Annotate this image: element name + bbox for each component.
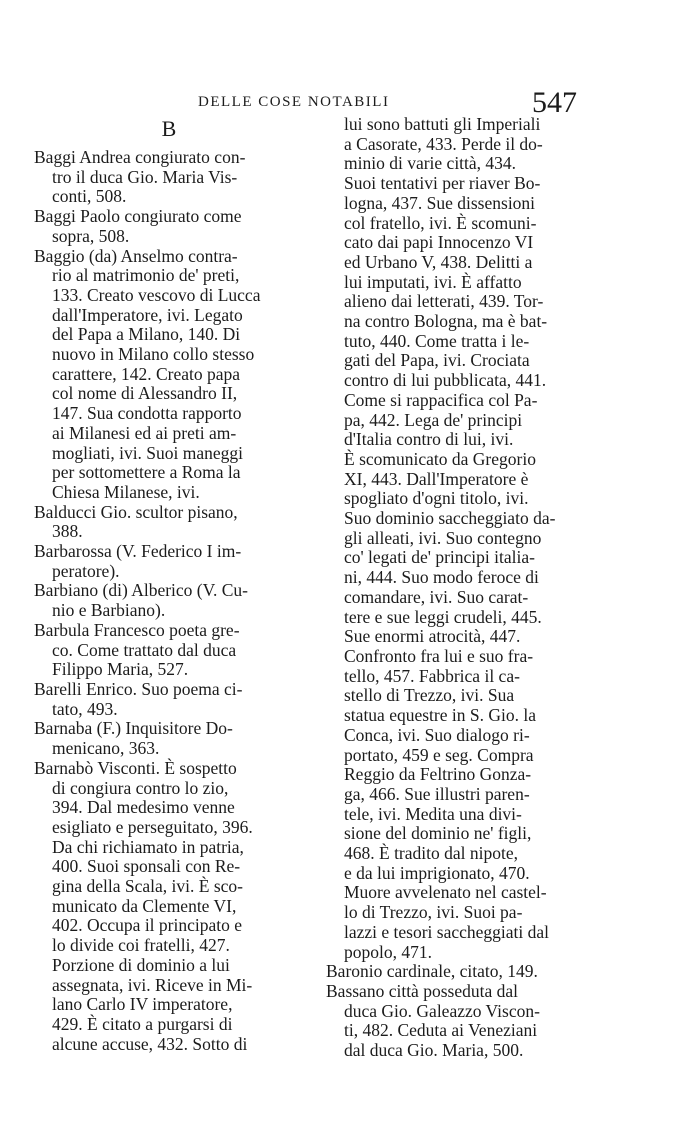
index-line: cato dai papi Innocenzo VI — [344, 232, 534, 253]
index-line: Suoi tentativi per riaver Bo- — [344, 173, 541, 194]
index-line: ni, 444. Suo modo feroce di — [344, 567, 539, 588]
index-line: Suo dominio saccheggiato da- — [344, 508, 556, 529]
index-line: del Papa a Milano, 140. Di — [52, 324, 241, 345]
index-line: sopra, 508. — [52, 225, 130, 246]
index-line: Barelli Enrico. Suo poema ci- — [34, 678, 243, 699]
index-line: 402. Occupa il principato e — [52, 915, 243, 936]
index-line: Barbarossa (V. Federico I im- — [34, 541, 242, 562]
index-line: comandare, ivi. Suo carat- — [344, 586, 529, 607]
index-line: nuovo in Milano collo stesso — [52, 344, 255, 365]
index-line: Da chi richiamato in patria, — [52, 836, 244, 857]
index-line: tello, 457. Fabbrica il ca- — [344, 665, 520, 686]
index-line: lo divide coi fratelli, 427. — [52, 935, 230, 956]
index-line: conti, 508. — [52, 186, 127, 207]
index-line: nio e Barbiano). — [52, 600, 166, 621]
right-column-lines — [326, 115, 670, 1061]
index-line: stello di Trezzo, ivi. Sua — [344, 685, 515, 706]
index-line: Barbiano (di) Alberico (V. Cu- — [34, 580, 249, 601]
index-line: esigliato e perseguitato, 396. — [52, 816, 253, 837]
index-line: gina della Scala, ivi. È sco- — [52, 876, 243, 897]
index-line: ai Milanesi ed ai preti am- — [52, 422, 237, 443]
index-line: lano Carlo IV imperatore, — [52, 994, 233, 1015]
index-line: 468. È tradito dal nipote, — [344, 843, 518, 864]
index-line: Chiesa Milanese, ivi. — [52, 481, 200, 502]
index-line: gati del Papa, ivi. Crociata — [344, 350, 530, 371]
index-line: contro di lui pubblicata, 441. — [344, 370, 547, 391]
index-line: pa, 442. Lega de' principi — [344, 409, 523, 430]
index-line: 147. Sua condotta rapporto — [52, 403, 242, 424]
index-line: lo di Trezzo, ivi. Suoi pa- — [344, 902, 523, 923]
index-line: menicano, 363. — [52, 738, 160, 759]
index-line: e da lui imprigionato, 470. — [344, 862, 530, 883]
index-line: mogliati, ivi. Suoi maneggi — [52, 442, 244, 463]
index-line: lui sono battuti gli Imperiali — [344, 114, 541, 134]
index-line: 133. Creato vescovo di Lucca — [52, 284, 261, 305]
index-line: alieno dai letterati, 439. Tor- — [344, 291, 544, 312]
index-line: logna, 437. Sue dissensioni — [344, 192, 536, 213]
index-line: lui imputati, ivi. È affatto — [344, 271, 522, 292]
header-title: DELLE COSE NOTABILI — [198, 94, 390, 110]
index-line: ga, 466. Sue illustri paren- — [344, 783, 530, 804]
index-line: col fratello, ivi. È scomuni- — [344, 212, 537, 233]
index-line: dal duca Gio. Maria, 500. — [344, 1040, 524, 1061]
index-line: a Casorate, 433. Perde il do- — [344, 133, 543, 154]
index-line: lazzi e tesori saccheggiati dal — [344, 921, 550, 942]
index-line: Confronto fra lui e suo fra- — [344, 645, 534, 666]
index-line: Barnabò Visconti. È sospetto — [34, 757, 237, 778]
index-line: 400. Suoi sponsali con Re- — [52, 856, 241, 877]
index-line: rio al matrimonio de' preti, — [52, 265, 240, 286]
index-line: tro il duca Gio. Maria Vis- — [52, 166, 238, 187]
index-line: ed Urbano V, 438. Delitti a — [344, 251, 533, 272]
index-line: col nome di Alessandro II, — [52, 383, 238, 404]
index-line: Barnaba (F.) Inquisitore Do- — [34, 718, 233, 739]
index-line: ti, 482. Ceduta ai Veneziani — [344, 1020, 538, 1041]
index-line: peratore). — [52, 560, 120, 581]
index-line: 429. È citato a purgarsi di — [52, 1013, 233, 1034]
index-line: spogliato d'ogni titolo, ivi. — [344, 488, 529, 509]
left-column — [34, 115, 306, 1054]
index-line: Filippo Maria, 527. — [52, 659, 189, 680]
index-line: popolo, 471. — [344, 941, 432, 962]
index-line: per sottomettere a Roma la — [52, 462, 241, 483]
left-column-lines — [34, 148, 306, 1054]
index-line: duca Gio. Galeazzo Viscon- — [344, 1000, 540, 1021]
index-line: Come si rappacifica col Pa- — [344, 389, 538, 410]
index-line: XI, 443. Dall'Imperatore è — [344, 468, 529, 489]
index-line: 388. — [52, 521, 83, 542]
section-letter: B — [161, 116, 177, 141]
index-line: tere e sue leggi crudeli, 445. — [344, 606, 542, 627]
index-line: di congiura contro lo zio, — [52, 777, 229, 798]
index-line: Reggio da Feltrino Gonza- — [344, 764, 532, 785]
index-line: Baronio cardinale, citato, 149. — [326, 961, 538, 982]
index-line: minio di varie città, 434. — [344, 153, 517, 174]
index-line: tele, ivi. Medita una divi- — [344, 803, 522, 824]
index-line: Bassano città posseduta dal — [326, 980, 518, 1001]
index-line: gli alleati, ivi. Suo contegno — [344, 527, 542, 548]
index-line: Porzione di dominio a lui — [52, 954, 230, 975]
right-column — [326, 115, 670, 1061]
index-line: assegnata, ivi. Riceve in Mi- — [52, 974, 253, 995]
page-number: 547 — [532, 86, 577, 119]
index-line: Baggi Paolo congiurato come — [34, 206, 242, 227]
index-line: 394. Dal medesimo venne — [52, 797, 235, 818]
index-line: co. Come trattato dal duca — [52, 639, 237, 660]
index-line: Muore avvelenato nel castel- — [344, 882, 547, 903]
index-line: Balducci Gio. scultor pisano, — [34, 501, 238, 522]
index-line: tato, 493. — [52, 698, 118, 719]
index-line: na contro Bologna, ma è bat- — [344, 311, 548, 332]
index-line: portato, 459 e seg. Compra — [344, 744, 534, 765]
index-line: Baggio (da) Anselmo contra- — [34, 245, 238, 266]
index-line: co' legati de' principi italia- — [344, 547, 535, 568]
index-line: tuto, 440. Come tratta i le- — [344, 330, 530, 351]
index-line: carattere, 142. Creato papa — [52, 363, 241, 384]
index-line: sione del dominio ne' figli, — [344, 823, 532, 844]
index-line: Barbula Francesco poeta gre- — [34, 619, 240, 640]
index-line: dall'Imperatore, ivi. Legato — [52, 304, 243, 325]
index-line: Conca, ivi. Suo dialogo ri- — [344, 724, 530, 745]
index-line: Sue enormi atrocità, 447. — [344, 626, 521, 647]
index-line: municato da Clemente VI, — [52, 895, 237, 916]
index-line: statua equestre in S. Gio. la — [344, 705, 536, 726]
index-line: d'Italia contro di lui, ivi. — [344, 429, 514, 450]
index-line: È scomunicato da Gregorio — [344, 448, 536, 469]
index-line: alcune accuse, 432. Sotto di — [52, 1033, 248, 1054]
index-line: Baggi Andrea congiurato con- — [34, 147, 246, 167]
